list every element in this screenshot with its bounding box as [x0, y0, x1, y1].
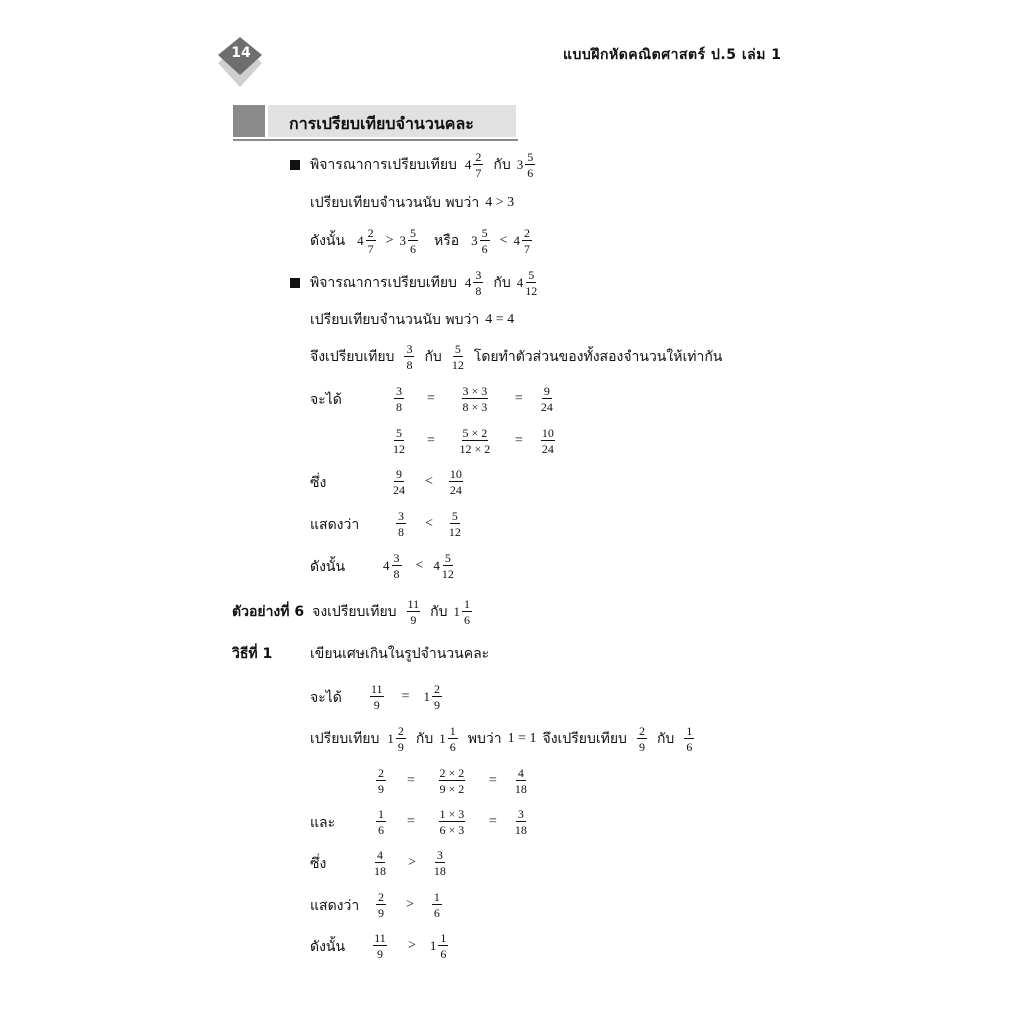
equation-row: $\frac{3}{8}$ = $\frac{3 \times 3}{8 \times 3}$ = $\frac{9}{24}$	[396, 384, 553, 414]
section-title: การเปรียบเทียบจำนวนคละ	[289, 114, 474, 133]
inequality-row: 2 9 > 1 6	[378, 890, 440, 920]
example-6-line: ตัวอย่างที่ 6 จงเปรียบเทียบ 11 9 กับ 1 1 6	[232, 597, 470, 627]
common-denominator-line: จึงเปรียบเทียบ 3 8 กับ 5 12 โดยทำตัวส่วนของทั้งสองจำนวนให้เท่ากัน	[310, 342, 723, 372]
bullet-square-icon	[290, 278, 300, 288]
compare-whole-line-2: เปรียบเทียบจำนวนนับ พบว่า 4 = 4	[310, 312, 515, 328]
section-divider	[233, 139, 518, 141]
equation-row: $\frac{1}{6}$ = $\frac{1 \times 3}{6 \times 3}$ = $\frac{3}{18}$	[378, 807, 527, 837]
item-2-line: พิจารณาการเปรียบเทียบ 4 3 8 กับ 4 5 12	[290, 266, 541, 300]
example-label: ตัวอย่างที่ 6	[232, 604, 305, 620]
method-1-line: วิธีที่ 1 เขียนเศษเกินในรูปจำนวนคละ	[232, 637, 272, 671]
compare-whole-line: เปรียบเทียบจำนวนนับ พบว่า 4 > 3	[310, 195, 515, 211]
inequality-row: 4 18 > 3 18	[374, 848, 446, 878]
inequality-row: 3 8 < 5 12	[398, 509, 461, 539]
inequality-row: 11 9 > 1 1 6	[374, 931, 447, 961]
book-title: แบบฝึกหัดคณิตศาสตร์ ป.5 เล่ม 1	[563, 47, 782, 63]
inequality-row: 4 3 8 < 4 5 12	[383, 551, 454, 581]
compare-line: เปรียบเทียบ 1 2 9 กับ 1 1 6 พบว่า 1 = 1 จึงเปรียบเทียบ 2 9 กับ 1 6	[310, 724, 693, 754]
item-1-line: พิจารณาการเปรียบเทียบ 4 2 7 กับ 3 5 6	[290, 148, 539, 182]
mixed-number: 4 2 7	[464, 150, 482, 180]
mixed-number: 3 5 6	[516, 150, 534, 180]
equation-row: $\frac{2}{9}$ = $\frac{2 \times 2}{9 \times 2}$ = $\frac{4}{18}$	[378, 766, 527, 796]
page-number: 14	[231, 45, 251, 61]
equation-row: $\frac{5}{12}$ = $\frac{5 \times 2}{12 \times 2}$ = $\frac{10}{24}$	[393, 426, 554, 456]
equation-row: $\frac{11}{9}$ = 1 2 9	[371, 682, 440, 712]
bullet-square-icon	[290, 160, 300, 170]
inequality-row: 9 24 < 10 24	[393, 467, 462, 497]
method-label: วิธีที่ 1	[232, 646, 273, 662]
section-marker	[233, 105, 265, 137]
conclusion-line: ดังนั้น 4 2 7 > 3 5 6 หรือ 3 5 6 < 4 2 7	[310, 226, 531, 256]
